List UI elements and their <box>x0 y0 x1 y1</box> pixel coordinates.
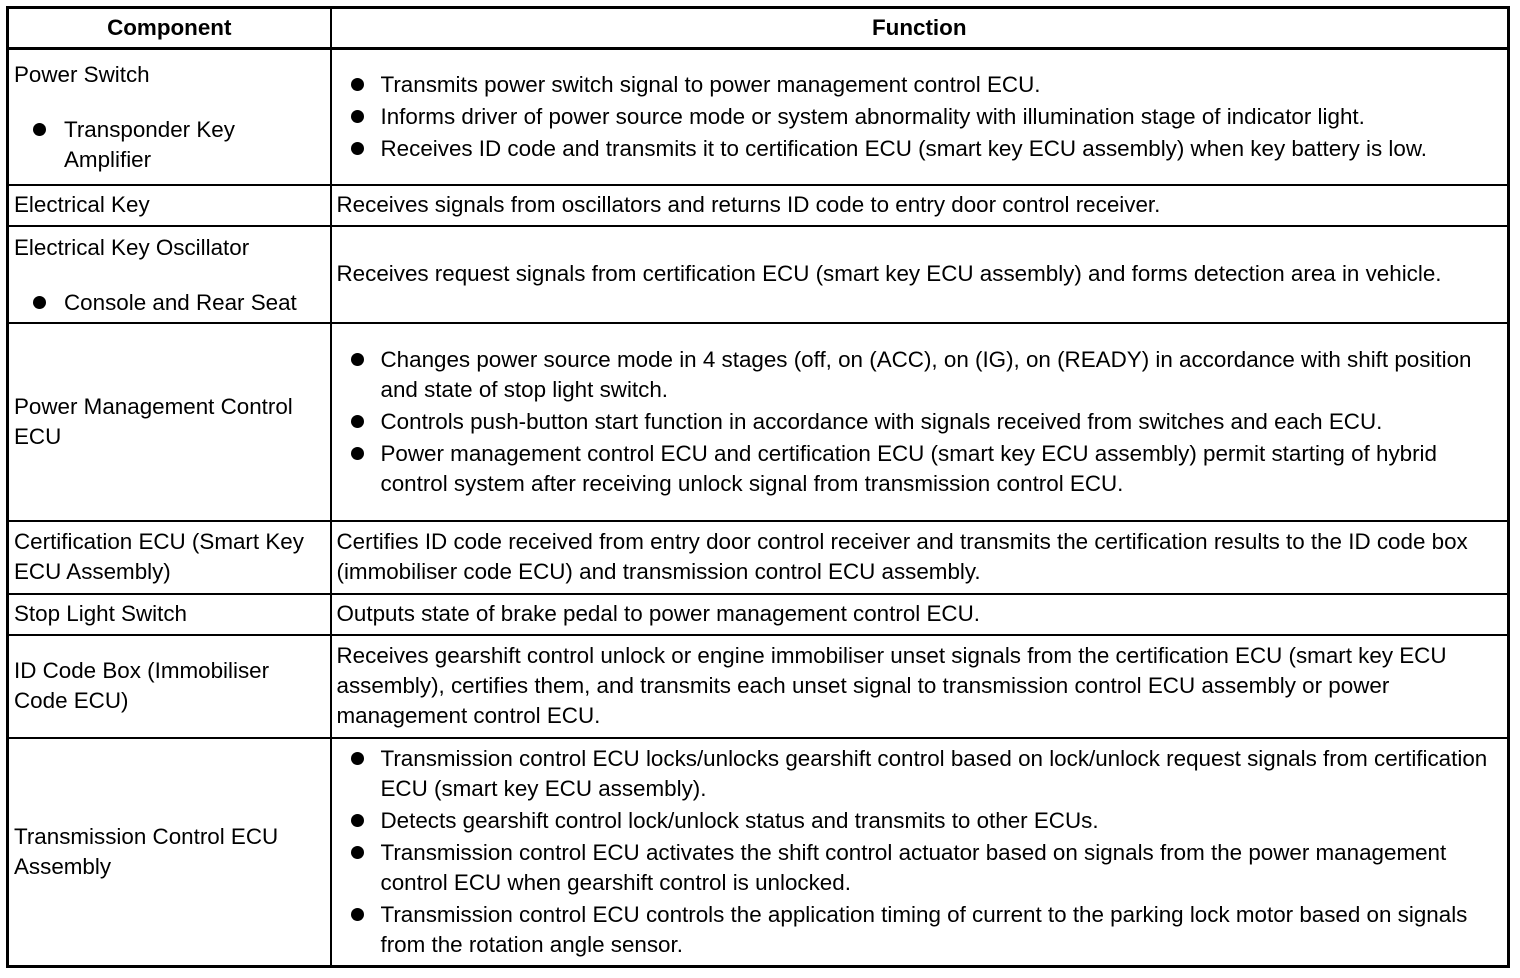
list-item: Detects gearshift control lock/unlock status and transmits to other ECUs. <box>337 806 1494 836</box>
list-item: Transmission control ECU locks/unlocks gearshift control based on lock/unlock request signals from certification ECU (smart key ECU assembly). <box>337 744 1494 804</box>
component-cell <box>8 185 331 226</box>
bullet-icon <box>351 415 364 428</box>
function-cell <box>331 594 1509 635</box>
list-item: Transmission control ECU activates the shift control actuator based on signals from the power management control ECU when gearshift control is unlocked. <box>337 838 1494 898</box>
table-row <box>8 185 1509 226</box>
table-row <box>8 521 1509 594</box>
list-item: Power management control ECU and certification ECU (smart key ECU assembly) permit starting of hybrid control system after receiving unlock signal from transmission control ECU. <box>337 439 1494 499</box>
component-function-table <box>6 6 1510 968</box>
table-row <box>8 323 1509 521</box>
table-row <box>8 635 1509 738</box>
component-cell <box>8 635 331 738</box>
component-sub-item: Transponder Key Amplifier <box>14 115 326 175</box>
list-item: Transmission control ECU controls the application timing of current to the parking lock motor based on signals from the rotation angle sensor. <box>337 900 1494 960</box>
bullet-icon <box>351 447 364 460</box>
list-item: Receives ID code and transmits it to certification ECU (smart key ECU assembly) when key battery is low. <box>337 134 1494 164</box>
list-item: Controls push-button start function in accordance with signals received from switches and each ECU. <box>337 407 1494 437</box>
bullet-icon <box>351 142 364 155</box>
component-name: Electrical Key Oscillator <box>14 234 250 260</box>
bullet-icon <box>351 353 364 366</box>
table-row <box>8 594 1509 635</box>
function-cell <box>331 738 1509 967</box>
function-text: Receives signals from oscillators and returns ID code to entry door control receiver. <box>336 192 1161 217</box>
function-cell <box>331 521 1509 594</box>
bullet-icon <box>351 110 364 123</box>
bullet-icon <box>351 846 364 859</box>
function-cell <box>331 635 1509 738</box>
component-name: Stop Light Switch <box>14 601 188 626</box>
component-cell <box>8 521 331 594</box>
component-cell <box>8 226 331 323</box>
list-item: Changes power source mode in 4 stages (off, on (ACC), on (IG), on (READY) in accordance with shift position and state of stop light switch. <box>337 345 1494 405</box>
list-item: Informs driver of power source mode or system abnormality with illumination stage of indicator light. <box>337 102 1494 132</box>
bullet-icon <box>351 78 364 91</box>
component-cell <box>8 323 331 521</box>
component-name: Power Management Control ECU <box>14 393 293 449</box>
component-name: ID Code Box (Immobiliser Code ECU) <box>14 658 270 713</box>
table-row <box>8 226 1509 323</box>
component-sub-item: Console and Rear Seat <box>14 288 326 318</box>
component-cell <box>8 738 331 967</box>
function-text: Outputs state of brake pedal to power management control ECU. <box>336 601 980 626</box>
function-text: Receives request signals from certification ECU (smart key ECU assembly) and forms detection area in vehicle. <box>336 261 1442 286</box>
component-cell <box>8 594 331 635</box>
component-name: Transmission Control ECU Assembly <box>14 823 279 879</box>
function-cell <box>331 49 1509 185</box>
function-text: Receives gearshift control unlock or engine immobiliser unset signals from the certification ECU (smart key ECU assembly), certifies them, and transmits each unset signal to transmission control ECU assembly or power management control ECU. <box>336 643 1447 728</box>
bullet-icon <box>351 752 364 765</box>
table-row <box>8 738 1509 967</box>
bullet-icon <box>351 814 364 827</box>
bullet-icon <box>351 908 364 921</box>
function-cell <box>331 185 1509 226</box>
header-component: Component <box>8 8 331 49</box>
component-name: Power Switch <box>14 62 150 87</box>
component-name: Certification ECU (Smart Key ECU Assembly) <box>14 529 304 584</box>
bullet-icon <box>33 296 46 309</box>
function-cell <box>331 323 1509 521</box>
component-name: Electrical Key <box>14 192 150 217</box>
header-row <box>8 8 1509 49</box>
function-cell <box>331 226 1509 323</box>
component-cell <box>8 49 331 185</box>
table-row <box>8 49 1509 185</box>
bullet-icon <box>33 123 46 136</box>
header-function: Function <box>331 8 1509 49</box>
function-text: Certifies ID code received from entry door control receiver and transmits the certification results to the ID code box (immobiliser code ECU) and transmission control ECU assembly. <box>336 529 1468 584</box>
list-item: Transmits power switch signal to power management control ECU. <box>337 70 1494 100</box>
